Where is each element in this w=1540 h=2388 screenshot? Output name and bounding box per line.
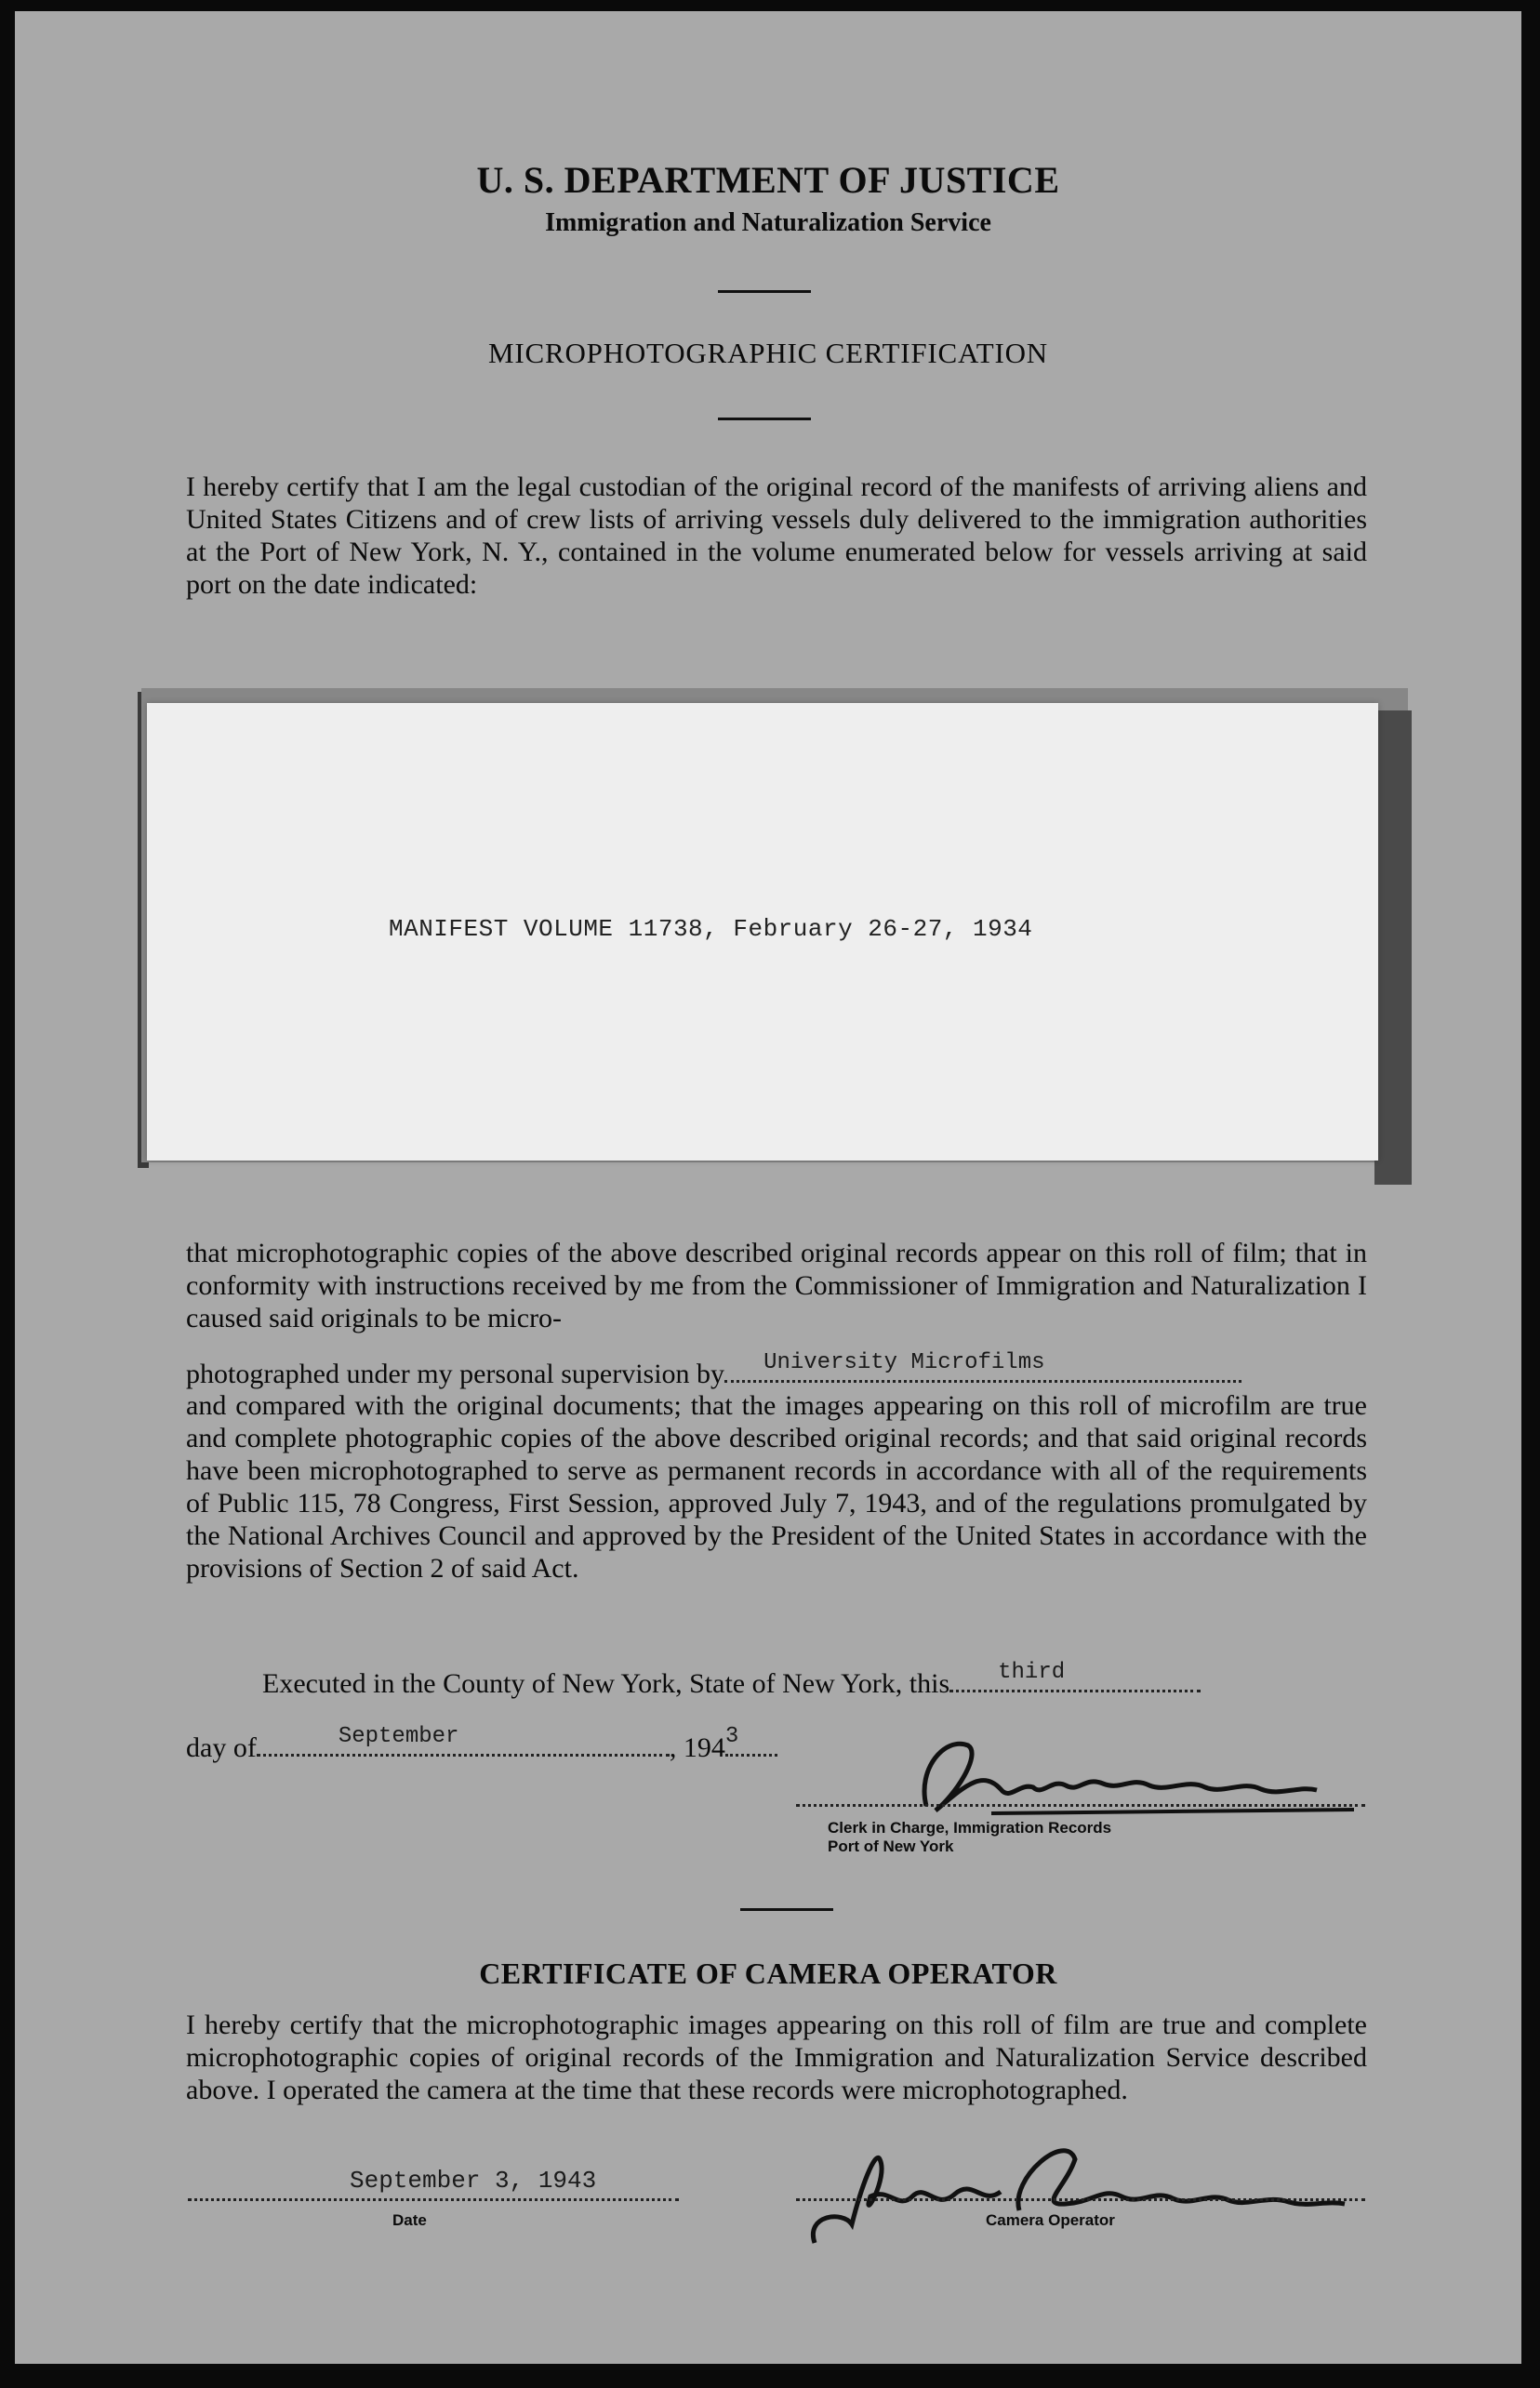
body-paragraph-part2: and compared with the original documents; that the images appearing on this roll of microfilm are true and complete photographic copies of the above described original records; and that said original records have been microphotographed to serve as permanent records in accordance with all of the requirements of Public 115, 78 Congress, First Session, approved July 7, 1943, and of the regulations promulgated by the National Archives Council and approved by the President of the United States in accordance with the provisions of Section 2 of said Act. bbox=[186, 1390, 1367, 1584]
operator-signature bbox=[787, 2122, 1363, 2262]
body-paragraph-part1: that microphotographic copies of the above described original records appear on this roll of film; that in conformity with instructions received by me from the Commissioner of Immigration and Naturalization I caused said originals to be micro- bbox=[186, 1238, 1367, 1333]
year-prefix: , 194 bbox=[669, 1732, 725, 1763]
month-value: September bbox=[338, 1724, 459, 1749]
operator-label: Camera Operator bbox=[986, 2211, 1115, 2229]
operator-date-value: September 3, 1943 bbox=[350, 2167, 597, 2195]
divider bbox=[740, 1908, 833, 1911]
manifest-volume-text: MANIFEST VOLUME 11738, February 26-27, 1934 bbox=[389, 915, 1033, 943]
agency-title: U. S. DEPARTMENT OF JUSTICE bbox=[476, 159, 1060, 201]
supervision-blank bbox=[724, 1350, 1241, 1383]
date-line bbox=[188, 2198, 679, 2201]
supervision-prefix: photographed under my personal supervision by bbox=[186, 1359, 725, 1389]
date-label: Date bbox=[392, 2211, 427, 2229]
slip-shadow bbox=[1374, 710, 1412, 1185]
executed-line bbox=[262, 1660, 1201, 1700]
service-subtitle: Immigration and Naturalization Service bbox=[545, 208, 991, 237]
year-blank bbox=[724, 1724, 777, 1757]
signer-title: Clerk in Charge, Immigration Records bbox=[828, 1819, 1112, 1837]
intro-paragraph: I hereby certify that I am the legal custodian of the original record of the manifests of arriving aliens and United States Citizens and of crew lists of arriving vessels duly delivered to the immigration authorities at the Port of New York, N. Y., contained in the volume enumerated below for vessels arriving at said port on the date indicated: bbox=[186, 471, 1367, 600]
executed-day-value: third bbox=[998, 1660, 1066, 1685]
year-digit: 3 bbox=[724, 1724, 739, 1749]
executed-day-blank bbox=[949, 1660, 1201, 1692]
divider bbox=[718, 418, 811, 420]
certificate-page bbox=[15, 11, 1521, 2364]
camera-statement: I hereby certify that the microphotographic images appearing on this roll of film are true and complete microphotographic copies of original records of the Immigration and Naturalization Service described above. I operated the camera at the time that these records were microphotographed. bbox=[186, 2010, 1367, 2105]
certification-title: MICROPHOTOGRAPHIC CERTIFICATION bbox=[488, 337, 1048, 369]
month-blank bbox=[257, 1724, 670, 1757]
executed-prefix: Executed in the County of New York, State of New York, this bbox=[262, 1668, 950, 1699]
supervision-value: University Microfilms bbox=[763, 1350, 1045, 1375]
signer-location: Port of New York bbox=[828, 1837, 954, 1855]
day-of-line bbox=[186, 1724, 777, 1764]
camera-certificate-title: CERTIFICATE OF CAMERA OPERATOR bbox=[479, 1957, 1057, 1990]
day-of-prefix: day of bbox=[186, 1732, 257, 1763]
signature-line bbox=[796, 1804, 1365, 1807]
supervision-line bbox=[186, 1350, 1241, 1390]
divider bbox=[718, 290, 811, 293]
operator-line bbox=[796, 2198, 1365, 2201]
